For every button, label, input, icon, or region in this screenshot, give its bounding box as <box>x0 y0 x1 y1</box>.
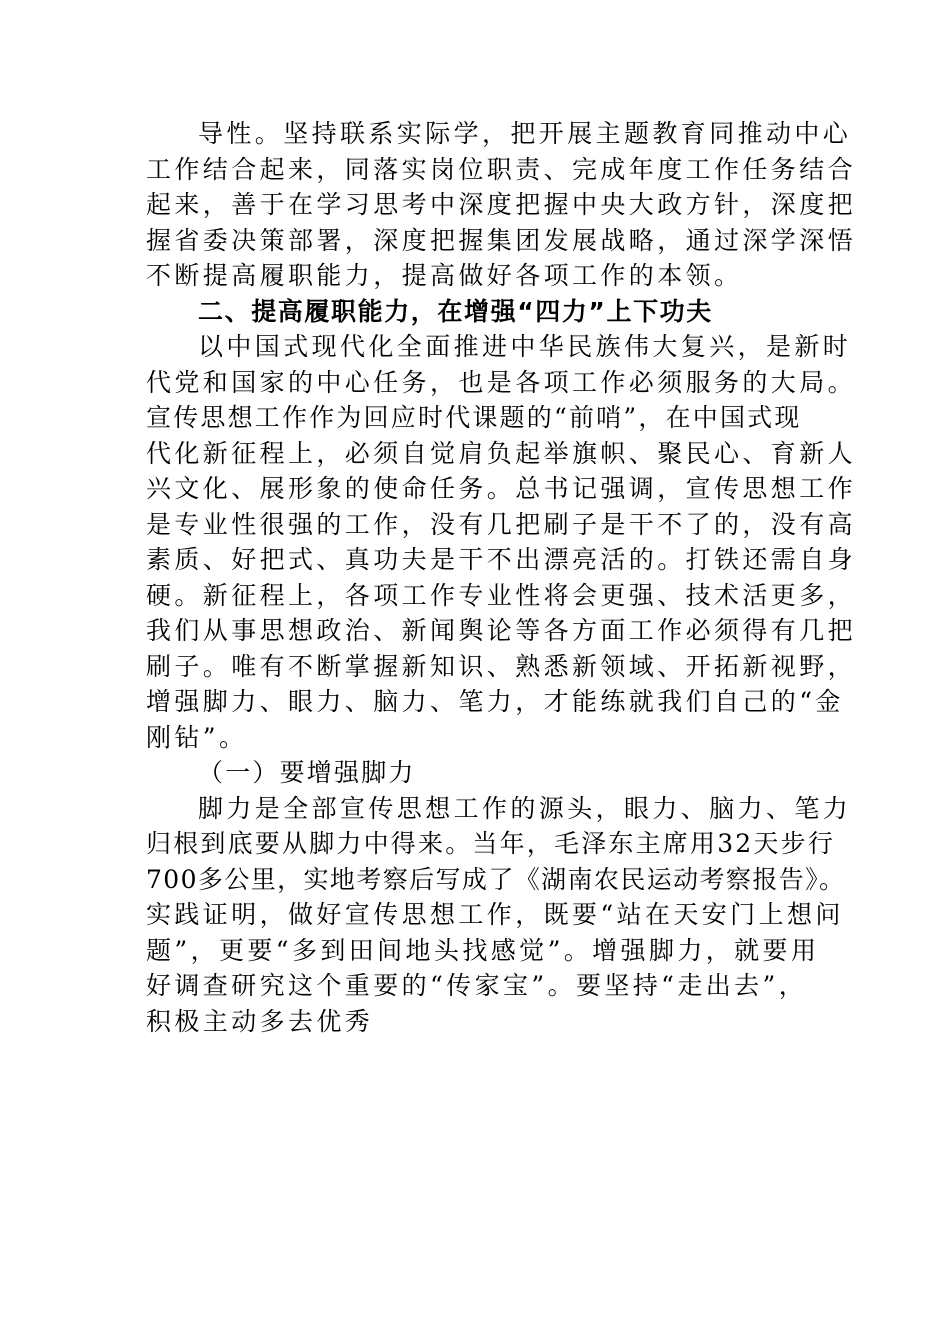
text-line: 代党和国家的中心任务，也是各项工作必须服务的大局。 <box>146 367 857 397</box>
text-line: 硬。新征程上，各项工作专业性将会更强、技术活更多， <box>146 580 857 610</box>
section2-heading: 二、提高履职能力，在增强“四力”上下功夫 <box>198 296 713 326</box>
document-body <box>146 116 857 1039</box>
text-line: 是专业性很强的工作，没有几把刷子是干不了的，没有高 <box>146 509 857 539</box>
text-line: 脚力是全部宣传思想工作的源头，眼力、脑力、笔力 <box>198 793 852 823</box>
text-line: 刷子。唯有不断掌握新知识、熟悉新领域、开拓新视野， <box>146 651 857 681</box>
text-line: 归根到底要从脚力中得来。当年，毛泽东主席用32天步行 <box>146 829 836 858</box>
text-line: 我们从事思想政治、新闻舆论等各方面工作必须得有几把 <box>146 616 857 645</box>
text-line: 素质、好把式、真功夫是干不出漂亮活的。打铁还需自身 <box>146 545 857 574</box>
text-line: 好调查研究这个重要的“传家宝”。要坚持“走出去”， <box>146 971 808 1000</box>
text-line: 握省委决策部署，深度把握集团发展战略，通过深学深悟 <box>146 225 857 255</box>
subsection1-paragraph <box>146 791 852 1040</box>
text-line: 工作结合起来，同落实岗位职责、完成年度工作任务结合 <box>146 154 857 184</box>
text-line: 刚钻”。 <box>146 722 248 752</box>
text-line: 起来，善于在学习思考中深度把握中央大政方针，深度把 <box>146 190 857 219</box>
text-line: 题”，更要“多到田间地头找感觉”。增强脚力，就要用 <box>146 935 820 965</box>
text-line: 宣传思想工作作为回应时代课题的“前哨”，在中国式现 <box>146 403 802 432</box>
text-line: 700多公里，实地考察后写成了《湖南农民运动考察报告》。 <box>146 864 846 894</box>
section1-tail-paragraph <box>146 116 857 294</box>
text-line: 不断提高履职能力，提高做好各项工作的本领。 <box>146 261 743 290</box>
text-line: 积极主动多去优秀 <box>146 1006 374 1036</box>
subsection1-heading: （一）要增强脚力 <box>198 758 416 787</box>
text-line: 增强脚力、眼力、脑力、笔力，才能练就我们自己的“金 <box>146 687 844 716</box>
text-line: 导性。坚持联系实际学，把开展主题教育同推动中心 <box>198 119 852 148</box>
text-line: 代化新征程上，必须自觉肩负起举旗帜、聚民心、育新人 <box>146 438 857 468</box>
section2-paragraph <box>146 329 857 755</box>
text-line: 兴文化、展形象的使命任务。总书记强调，宣传思想工作 <box>146 474 857 503</box>
text-line: 实践证明，做好宣传思想工作，既要“站在天安门上想问 <box>146 900 844 929</box>
text-line: 以中国式现代化全面推进中华民族伟大复兴，是新时 <box>198 332 852 361</box>
